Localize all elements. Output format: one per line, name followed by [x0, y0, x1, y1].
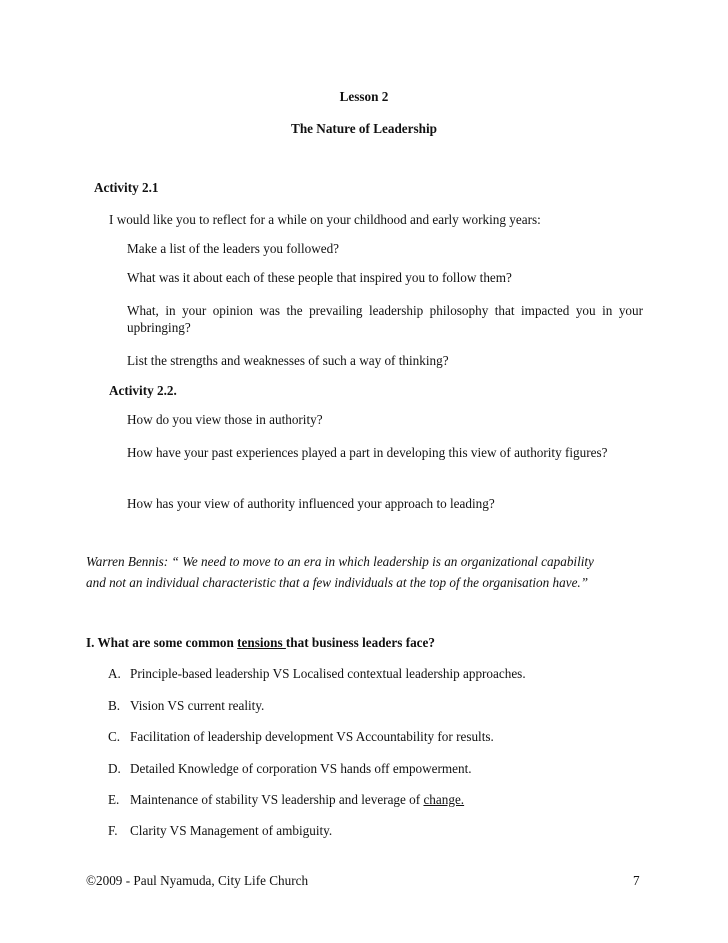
- activity-2-1-item: What was it about each of these people that inspired you to follow them?: [127, 270, 512, 285]
- activity-2-1-item: What, in your opinion was the prevailing leadership philosophy that impacted you in your upbringing?: [127, 303, 643, 335]
- activity-2-2-item: How has your view of authority influenced your approach to leading?: [127, 496, 495, 511]
- lesson-number: Lesson 2: [339, 89, 389, 104]
- list-letter: E.: [108, 792, 120, 807]
- list-text: Facilitation of leadership development VS Accountability for results.: [130, 729, 494, 744]
- quote-line-1: Warren Bennis: “ We need to move to an era in which leadership is an organizational capability: [86, 554, 594, 569]
- activity-2-2-item: How do you view those in authority?: [127, 412, 323, 427]
- footer-copyright: ©2009 - Paul Nyamuda, City Life Church: [86, 873, 309, 888]
- section-heading-suffix: that business leaders face?: [285, 635, 435, 650]
- lesson-title: The Nature of Leadership: [291, 121, 437, 136]
- activity-2-1-item: Make a list of the leaders you followed?: [127, 241, 340, 256]
- list-letter: A.: [108, 666, 121, 681]
- list-text: Vision VS current reality.: [130, 698, 265, 713]
- list-item: [108, 822, 332, 839]
- list-item: [108, 697, 264, 714]
- quote-line-2: and not an individual characteristic that a few individuals at the top of the organisation have.”: [86, 575, 589, 590]
- list-text: Detailed Knowledge of corporation VS hands off empowerment.: [130, 761, 472, 776]
- list-text: Maintenance of stability VS leadership and leverage of: [130, 792, 424, 807]
- list-item: [108, 728, 494, 745]
- list-letter: B.: [108, 698, 121, 713]
- activity-2-1-intro: I would like you to reflect for a while on your childhood and early working years:: [109, 212, 541, 227]
- activity-2-2-heading: Activity 2.2.: [109, 383, 177, 398]
- list-item: [108, 791, 464, 808]
- list-item: [108, 760, 472, 777]
- list-letter: C.: [108, 729, 121, 744]
- activity-2-1-heading: Activity 2.1: [94, 180, 159, 195]
- list-item: [108, 665, 526, 682]
- change-link[interactable]: change.: [423, 792, 465, 807]
- section-heading-prefix: I. What are some common: [86, 635, 238, 650]
- tensions-link[interactable]: tensions: [237, 635, 286, 650]
- footer-page-number: 7: [633, 873, 640, 888]
- list-text: Principle-based leadership VS Localised contextual leadership approaches.: [130, 666, 526, 681]
- activity-2-1-item: List the strengths and weaknesses of such a way of thinking?: [127, 353, 449, 368]
- list-letter: F.: [108, 823, 118, 838]
- list-text: Clarity VS Management of ambiguity.: [130, 823, 333, 838]
- list-letter: D.: [108, 761, 121, 776]
- activity-2-2-item: How have your past experiences played a part in developing this view of authority figures?: [127, 445, 608, 460]
- section-heading: [86, 634, 435, 651]
